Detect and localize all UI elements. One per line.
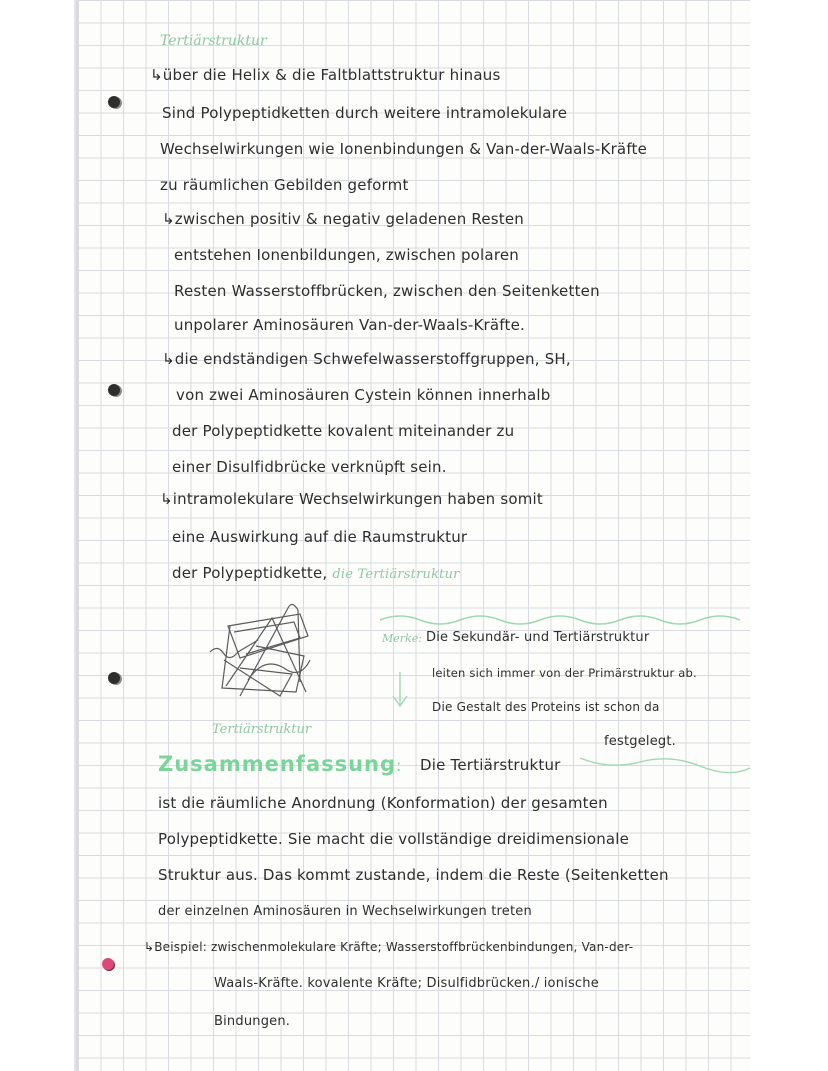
text-line: der Polypeptidkette kovalent miteinander zu (172, 422, 515, 440)
page-title: Tertiärstruktur (160, 33, 267, 49)
summary-line: Waals-Kräfte. kovalente Kräfte; Disulfidbrücken./ ionische (214, 976, 599, 991)
summary-heading (158, 752, 402, 776)
text-line: zu räumlichen Gebilden geformt (160, 176, 409, 194)
summary-line: Struktur aus. Das kommt zustande, indem die Reste (Seitenketten (158, 866, 669, 884)
summary-line: ↳Beispiel: zwischenmolekulare Kräfte; Wasserstoffbrückenbindungen, Van-der- (144, 940, 634, 954)
summary-line: der einzelnen Aminosäuren in Wechselwirkungen treten (158, 904, 532, 919)
text-line: ↳die endständigen Schwefelwasserstoffgruppen, SH, (162, 350, 571, 368)
sketch-strand (222, 626, 304, 692)
binder-hole (108, 672, 120, 684)
tertiary-structure-highlight: die Tertiärstruktur (332, 567, 460, 582)
text-line: entstehen Ionenbildungen, zwischen polaren (174, 246, 519, 264)
text-line: ↳zwischen positiv & negativ geladenen Resten (162, 210, 525, 228)
arrow-down-icon (390, 670, 410, 710)
summary-colon: : (396, 756, 403, 775)
text-line: unpolarer Aminosäuren Van-der-Waals-Kräfte. (174, 316, 525, 334)
sketch-strand (226, 618, 306, 692)
summary-line: ist die räumliche Anordnung (Konformation) der gesamten (158, 794, 608, 812)
summary-line: Die Tertiärstruktur (420, 756, 561, 774)
text-line: von zwei Aminosäuren Cystein können innerhalb (176, 386, 551, 404)
text-line: einer Disulfidbrücke verknüpft sein. (172, 458, 447, 476)
merke-line: Die Sekundär- und Tertiärstruktur (426, 630, 650, 645)
text-line: Wechselwirkungen wie Ionenbindungen & Van-der-Waals-Kräfte (160, 140, 648, 158)
summary-line: Polypeptidkette. Sie macht die vollständige dreidimensionale (158, 830, 630, 848)
figure-caption: Tertiärstruktur (212, 722, 312, 737)
merke-line: festgelegt. (604, 734, 676, 749)
merke-label: Merke: (382, 632, 422, 645)
summary-heading-text: Zusammenfassung (158, 752, 397, 776)
merke-line: Die Gestalt des Proteins ist schon da (432, 700, 660, 714)
binder-hole (102, 958, 114, 970)
merke-line: leiten sich immer von der Primärstruktur ab. (432, 666, 697, 680)
text-line: eine Auswirkung auf die Raumstruktur (172, 528, 468, 546)
wavy-divider-bottom (580, 748, 750, 778)
wavy-divider-top (380, 608, 750, 628)
binder-hole (108, 384, 120, 396)
text-line: ↳über die Helix & die Faltblattstruktur hinaus (150, 66, 501, 84)
sketch-strand (224, 660, 292, 696)
summary-line: Bindungen. (214, 1014, 291, 1029)
text-line-final (172, 564, 460, 582)
sketch-strand (240, 604, 300, 696)
text-line: Resten Wasserstoffbrücken, zwischen den Seitenketten (174, 282, 600, 300)
binder-hole (108, 96, 120, 108)
tertiary-structure-sketch (200, 596, 330, 726)
text-line: Sind Polypeptidketten durch weitere intramolekulare (162, 104, 568, 122)
text-span: der Polypeptidkette, (172, 564, 328, 582)
text-line: ↳intramolekulare Wechselwirkungen haben somit (160, 490, 543, 508)
